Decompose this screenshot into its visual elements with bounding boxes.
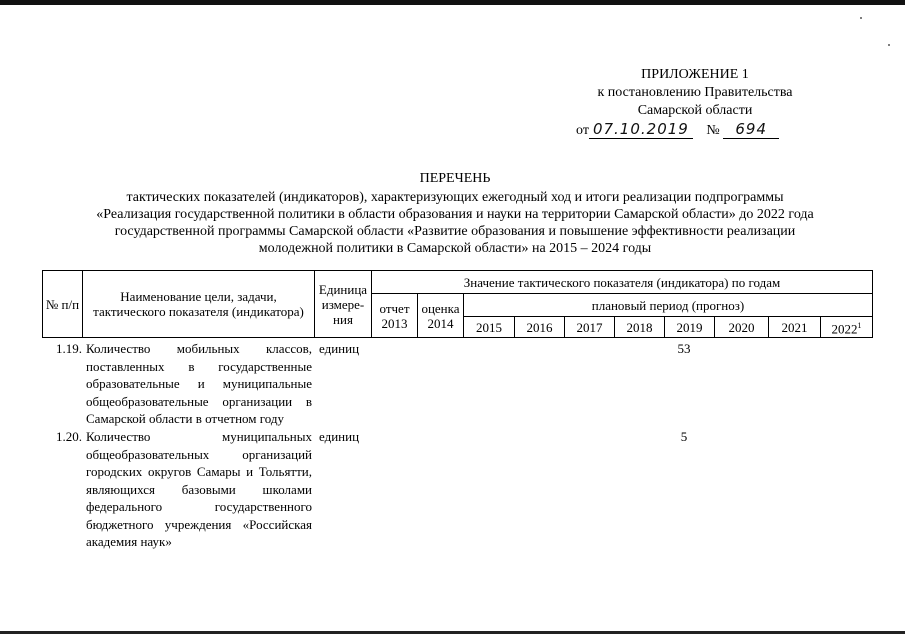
- number-label: №: [706, 123, 720, 138]
- year-label: 2022: [831, 321, 858, 337]
- scan-speck: [860, 17, 862, 19]
- header-unit: Единица измере-ния: [315, 271, 372, 338]
- appendix-date-line: [560, 120, 830, 140]
- row-number: 1.19.: [56, 341, 82, 356]
- handwritten-date: 07.10.2019: [589, 120, 693, 139]
- appendix-region: Самарской области: [637, 103, 753, 118]
- indicator-rows: [42, 340, 872, 548]
- header-year: 2016: [515, 317, 565, 338]
- indicator-table-header: [42, 270, 873, 338]
- footnote-mark: 1: [857, 321, 862, 330]
- table-row: [42, 340, 872, 428]
- header-report: отчет 2013: [372, 294, 418, 338]
- header-plan-period: плановый период (прогноз): [464, 294, 873, 317]
- row-number: 1.20.: [56, 429, 82, 444]
- row-value: 53: [677, 341, 691, 356]
- appendix-title: ПРИЛОЖЕНИЕ 1: [641, 67, 749, 82]
- header-year: 2021: [769, 317, 821, 338]
- appendix-block: [560, 66, 830, 140]
- document-title: [60, 170, 850, 257]
- title-main: ПЕРЕЧЕНЬ: [419, 171, 491, 186]
- row-indicator-name: Количество мобильных классов, поставленных в государственные образовательные и муниципальные общеобразовательные организации в Самарской области в отчетном году: [86, 341, 312, 426]
- header-year: 2018: [615, 317, 665, 338]
- row-value: 5: [680, 429, 688, 444]
- header-estimate: оценка 2014: [418, 294, 464, 338]
- title-line: молодежной политики в Самарской области» на 2015 – 2024 годы: [258, 241, 652, 256]
- appendix-decree: к постановлению Правительства: [597, 85, 793, 100]
- row-indicator-name: Количество муниципальных общеобразовательных организаций городских округов Самары и Тольятти, являющихся базовыми школами федерального государственного бюджетного учреждения «Российская академия наук»: [86, 429, 312, 549]
- from-label: от: [576, 123, 589, 138]
- row-unit: единиц: [319, 341, 360, 356]
- handwritten-number: 694: [723, 120, 779, 139]
- scan-top-border: [0, 0, 905, 5]
- header-year-2022: [821, 317, 873, 338]
- header-num: № п/п: [43, 271, 83, 338]
- row-unit: единиц: [319, 429, 360, 444]
- header-values-title: Значение тактического показателя (индикатора) по годам: [372, 271, 873, 294]
- title-line: государственной программы Самарской области «Развитие образования и повышение эффективности реализации: [114, 224, 796, 239]
- scan-bottom-border: [0, 631, 905, 634]
- scan-speck: [888, 44, 890, 46]
- title-line: тактических показателей (индикаторов), характеризующих ежегодный ход и итоги реализации подпрограммы: [126, 190, 784, 205]
- header-year: 2015: [464, 317, 515, 338]
- header-year: 2017: [565, 317, 615, 338]
- header-year: 2020: [715, 317, 769, 338]
- title-line: «Реализация государственной политики в области образования и науки на территории Самарской области» до 2022 года: [96, 207, 814, 222]
- header-name: Наименование цели, задачи, тактического показателя (индикатора): [83, 271, 315, 338]
- table-row: [42, 428, 872, 548]
- header-year: 2019: [665, 317, 715, 338]
